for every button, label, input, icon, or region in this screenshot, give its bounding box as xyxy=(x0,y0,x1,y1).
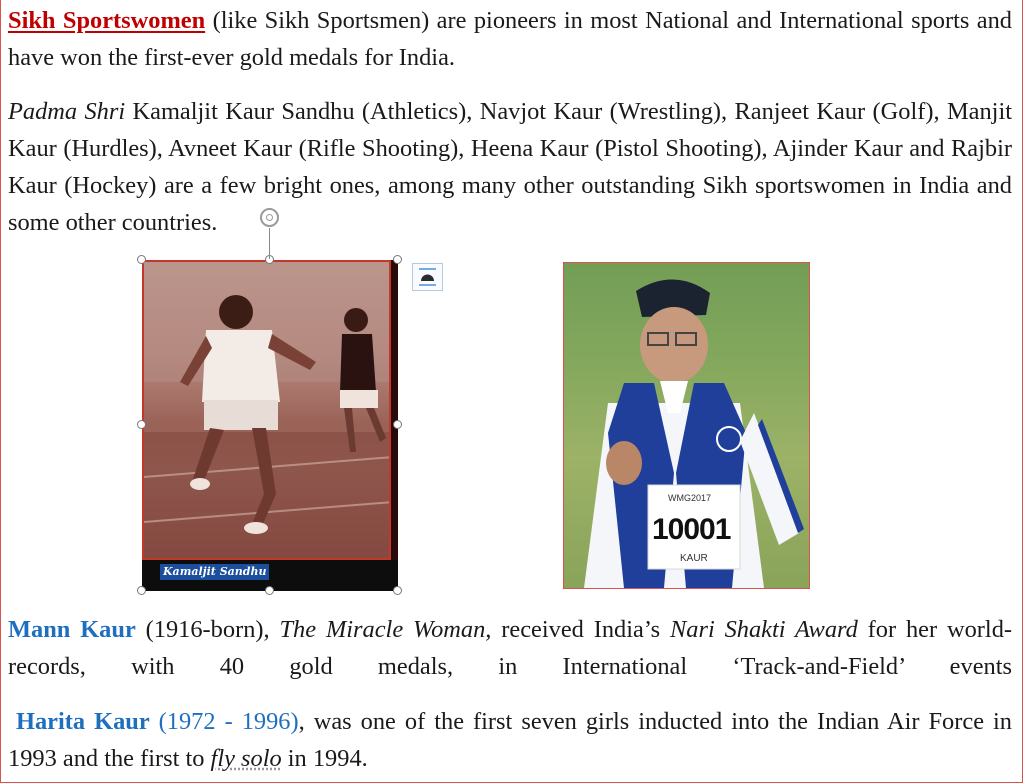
resize-handle-top-left[interactable] xyxy=(137,255,146,264)
harita-kaur-text-1: , was one of the first seven girls inducted into the Indian Air Force in 1993 and the first to xyxy=(8,708,1012,772)
miracle-woman-title: The Miracle Woman, xyxy=(279,616,492,643)
resize-handle-bottom[interactable] xyxy=(265,586,274,595)
paragraph-harita-kaur[interactable] xyxy=(8,703,1012,777)
bib-name: KAUR xyxy=(680,553,708,564)
resize-handle-top-right[interactable] xyxy=(393,255,402,264)
paragraph-intro[interactable] xyxy=(8,2,1012,76)
mann-kaur-text-3: for her world-records, with 40 gold medals, in International ‘Track-and-Field’ events xyxy=(8,616,1013,680)
rotate-handle-stem xyxy=(269,228,270,259)
harita-kaur-years: (1972 - 1996) xyxy=(149,708,299,735)
layout-options-icon xyxy=(413,264,442,290)
resize-handle-bottom-right[interactable] xyxy=(393,586,402,595)
layout-options-button[interactable] xyxy=(412,263,443,291)
harita-kaur-text-2: in 1994. xyxy=(281,745,368,772)
name-harita-kaur: Harita Kaur xyxy=(16,708,150,735)
rotate-handle-icon[interactable] xyxy=(260,208,279,227)
resize-handle-bottom-left[interactable] xyxy=(137,586,146,595)
intro-text: (like Sikh Sportsmen) are pioneers in most National and International sports and have won the first-ever gold medals for India. xyxy=(8,7,1013,71)
mann-kaur-text-1: (1916-born), xyxy=(135,616,280,643)
paragraph-mann-kaur[interactable] xyxy=(8,611,1012,685)
fly-solo-emphasis: fly solo xyxy=(210,745,282,772)
kamaljit-sandhu-photo[interactable] xyxy=(142,260,398,591)
athletes-text: Kamaljit Kaur Sandhu (Athletics), Navjot Kaur (Wrestling), Ranjeet Kaur (Golf), Manjit Kaur (Hurdles), Avneet Kaur (Rifle Shooting), Heena Kaur (Pistol Shooting), Ajinder Kaur and Rajbir Kaur (Hockey) are a few bright ones, among many other outstanding Sikh sportswomen in India and some other countries. xyxy=(8,98,1012,236)
resize-handle-left[interactable] xyxy=(137,420,146,429)
photo-caption: Kamaljit Sandhu xyxy=(160,564,269,580)
name-mann-kaur: Mann Kaur xyxy=(8,616,136,643)
padma-shri-label: Padma Shri xyxy=(8,98,126,125)
photo-image-area xyxy=(142,260,391,560)
mann-kaur-photo xyxy=(563,262,810,589)
paragraph-athletes[interactable] xyxy=(8,93,1012,241)
mann-kaur-text-2: received India’s xyxy=(491,616,670,643)
nari-shakti-award: Nari Shakti Award xyxy=(670,616,858,643)
resize-handle-right[interactable] xyxy=(393,420,402,429)
heading-sikh-sportswomen[interactable]: Sikh Sportswomen xyxy=(8,7,206,34)
bib-number: 10001 xyxy=(652,513,731,546)
running-athletes-illustration xyxy=(144,262,391,560)
bib-event-label: WMG2017 xyxy=(668,493,712,503)
